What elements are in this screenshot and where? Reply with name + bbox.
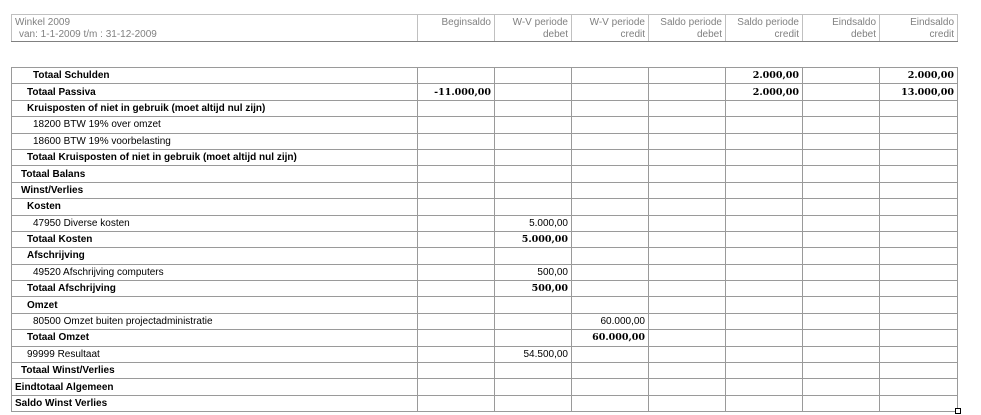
amount-cell bbox=[649, 297, 726, 313]
table-row bbox=[12, 84, 958, 100]
amount-cell bbox=[572, 363, 649, 379]
amount-cell bbox=[880, 281, 958, 297]
column-header-wv-debet: W-V periode debet bbox=[495, 15, 572, 42]
amount-cell bbox=[803, 117, 880, 133]
amount-cell bbox=[803, 346, 880, 362]
amount-cell bbox=[726, 117, 803, 133]
amount-cell bbox=[418, 363, 495, 379]
amount-cell bbox=[495, 182, 572, 198]
amount-cell bbox=[495, 166, 572, 182]
amount-cell bbox=[803, 182, 880, 198]
amount-cell bbox=[495, 84, 572, 100]
amount-cell bbox=[803, 297, 880, 313]
table-row bbox=[12, 215, 958, 231]
table-row bbox=[12, 133, 958, 149]
amount-cell bbox=[649, 117, 726, 133]
amount-cell bbox=[418, 182, 495, 198]
amount-cell bbox=[649, 166, 726, 182]
table-row bbox=[12, 281, 958, 297]
amount-cell bbox=[572, 133, 649, 149]
amount-cell bbox=[649, 68, 726, 84]
amount-cell bbox=[803, 264, 880, 280]
account-label: Omzet bbox=[12, 297, 418, 313]
account-label: Kruisposten of niet in gebruik (moet altijd nul zijn) bbox=[12, 100, 418, 116]
amount-cell: 60.000,00 bbox=[572, 330, 649, 346]
report-header-row bbox=[12, 15, 958, 42]
column-header-wv-credit: W-V periode credit bbox=[572, 15, 649, 42]
account-label: Totaal Kosten bbox=[12, 231, 418, 247]
amount-cell bbox=[495, 330, 572, 346]
column-header-eindsaldo-debet: Eindsaldo debet bbox=[803, 15, 880, 42]
amount-cell bbox=[572, 100, 649, 116]
amount-cell bbox=[572, 215, 649, 231]
amount-cell: 5.000,00 bbox=[495, 215, 572, 231]
amount-cell bbox=[418, 231, 495, 247]
amount-cell bbox=[726, 395, 803, 411]
amount-cell bbox=[880, 117, 958, 133]
amount-cell: 500,00 bbox=[495, 281, 572, 297]
amount-cell bbox=[803, 330, 880, 346]
amount-cell bbox=[726, 199, 803, 215]
amount-cell: 2.000,00 bbox=[880, 68, 958, 84]
amount-cell bbox=[726, 363, 803, 379]
amount-cell bbox=[418, 346, 495, 362]
amount-cell bbox=[495, 133, 572, 149]
amount-cell bbox=[880, 100, 958, 116]
amount-cell bbox=[880, 248, 958, 264]
amount-cell bbox=[726, 100, 803, 116]
amount-cell: 2.000,00 bbox=[726, 84, 803, 100]
amount-cell bbox=[495, 248, 572, 264]
account-label: 80500 Omzet buiten projectadministratie bbox=[12, 313, 418, 329]
amount-cell: 54.500,00 bbox=[495, 346, 572, 362]
amount-cell bbox=[572, 281, 649, 297]
table-row bbox=[12, 68, 958, 84]
table-row bbox=[12, 264, 958, 280]
amount-cell bbox=[880, 264, 958, 280]
account-label: Totaal Schulden bbox=[12, 68, 418, 84]
table-row bbox=[12, 166, 958, 182]
report-period: van: 1-1-2009 t/m : 31-12-2009 bbox=[19, 29, 157, 40]
table-row bbox=[12, 363, 958, 379]
amount-cell bbox=[572, 248, 649, 264]
amount-cell bbox=[572, 379, 649, 395]
amount-cell bbox=[803, 379, 880, 395]
amount-cell bbox=[726, 166, 803, 182]
amount-cell bbox=[649, 100, 726, 116]
amount-cell bbox=[418, 215, 495, 231]
amount-cell: 2.000,00 bbox=[726, 68, 803, 84]
amount-cell bbox=[880, 395, 958, 411]
amount-cell bbox=[726, 346, 803, 362]
amount-cell bbox=[649, 231, 726, 247]
amount-cell bbox=[418, 100, 495, 116]
amount-cell bbox=[880, 166, 958, 182]
table-row bbox=[12, 231, 958, 247]
amount-cell bbox=[803, 199, 880, 215]
amount-cell bbox=[572, 199, 649, 215]
amount-cell bbox=[649, 264, 726, 280]
table-row bbox=[12, 297, 958, 313]
amount-cell bbox=[726, 330, 803, 346]
amount-cell bbox=[495, 149, 572, 165]
amount-cell bbox=[572, 346, 649, 362]
table-row bbox=[12, 199, 958, 215]
amount-cell bbox=[726, 182, 803, 198]
amount-cell bbox=[880, 297, 958, 313]
account-label: Saldo Winst Verlies bbox=[12, 395, 418, 411]
amount-cell bbox=[649, 346, 726, 362]
amount-cell bbox=[726, 248, 803, 264]
amount-cell bbox=[880, 346, 958, 362]
page-end-marker bbox=[955, 408, 961, 414]
amount-cell bbox=[803, 166, 880, 182]
amount-cell bbox=[803, 84, 880, 100]
amount-cell bbox=[495, 117, 572, 133]
amount-cell bbox=[803, 215, 880, 231]
amount-cell bbox=[649, 363, 726, 379]
amount-cell bbox=[726, 313, 803, 329]
amount-cell bbox=[418, 281, 495, 297]
amount-cell bbox=[495, 363, 572, 379]
account-label: 18600 BTW 19% voorbelasting bbox=[12, 133, 418, 149]
amount-cell: 500,00 bbox=[495, 264, 572, 280]
amount-cell bbox=[495, 313, 572, 329]
amount-cell: 5.000,00 bbox=[495, 231, 572, 247]
amount-cell bbox=[803, 395, 880, 411]
amount-cell bbox=[726, 149, 803, 165]
column-header-saldo-debet: Saldo periode debet bbox=[649, 15, 726, 42]
table-row bbox=[12, 117, 958, 133]
amount-cell bbox=[803, 149, 880, 165]
amount-cell: 60.000,00 bbox=[572, 313, 649, 329]
account-label: Totaal Balans bbox=[12, 166, 418, 182]
table-row bbox=[12, 149, 958, 165]
amount-cell bbox=[495, 68, 572, 84]
account-label: 18200 BTW 19% over omzet bbox=[12, 117, 418, 133]
amount-cell bbox=[418, 297, 495, 313]
account-label: Totaal Passiva bbox=[12, 84, 418, 100]
amount-cell bbox=[803, 231, 880, 247]
account-label: Eindtotaal Algemeen bbox=[12, 379, 418, 395]
amount-cell bbox=[649, 281, 726, 297]
account-label: Afschrijving bbox=[12, 248, 418, 264]
amount-cell bbox=[880, 133, 958, 149]
amount-cell bbox=[649, 215, 726, 231]
table-row bbox=[12, 100, 958, 116]
table-row bbox=[12, 313, 958, 329]
amount-cell bbox=[649, 330, 726, 346]
trial-balance-table bbox=[11, 14, 958, 412]
amount-cell bbox=[649, 199, 726, 215]
amount-cell bbox=[649, 379, 726, 395]
amount-cell bbox=[418, 379, 495, 395]
amount-cell bbox=[418, 68, 495, 84]
header-spacer bbox=[12, 42, 958, 68]
table-row bbox=[12, 248, 958, 264]
amount-cell bbox=[418, 330, 495, 346]
amount-cell bbox=[649, 182, 726, 198]
account-label: 99999 Resultaat bbox=[12, 346, 418, 362]
amount-cell bbox=[880, 313, 958, 329]
amount-cell bbox=[803, 363, 880, 379]
amount-cell bbox=[880, 199, 958, 215]
amount-cell bbox=[880, 330, 958, 346]
account-label: Kosten bbox=[12, 199, 418, 215]
amount-cell bbox=[418, 313, 495, 329]
amount-cell bbox=[572, 231, 649, 247]
amount-cell bbox=[495, 395, 572, 411]
amount-cell bbox=[803, 281, 880, 297]
table-row bbox=[12, 330, 958, 346]
amount-cell bbox=[726, 281, 803, 297]
account-label: Totaal Omzet bbox=[12, 330, 418, 346]
amount-cell bbox=[418, 248, 495, 264]
amount-cell bbox=[418, 199, 495, 215]
amount-cell: -11.000,00 bbox=[418, 84, 495, 100]
amount-cell bbox=[649, 84, 726, 100]
table-row bbox=[12, 182, 958, 198]
table-row bbox=[12, 395, 958, 411]
amount-cell bbox=[572, 149, 649, 165]
amount-cell bbox=[418, 264, 495, 280]
column-header-beginsaldo: Beginsaldo bbox=[418, 15, 495, 42]
account-label: Totaal Winst/Verlies bbox=[12, 363, 418, 379]
account-label: Winst/Verlies bbox=[12, 182, 418, 198]
table-row bbox=[12, 379, 958, 395]
amount-cell bbox=[649, 133, 726, 149]
amount-cell bbox=[880, 231, 958, 247]
amount-cell bbox=[572, 166, 649, 182]
amount-cell bbox=[803, 313, 880, 329]
amount-cell bbox=[572, 264, 649, 280]
amount-cell bbox=[803, 100, 880, 116]
account-label: 49520 Afschrijving computers bbox=[12, 264, 418, 280]
amount-cell bbox=[495, 199, 572, 215]
amount-cell bbox=[649, 313, 726, 329]
amount-cell bbox=[880, 363, 958, 379]
amount-cell bbox=[572, 68, 649, 84]
amount-cell bbox=[726, 215, 803, 231]
amount-cell bbox=[418, 149, 495, 165]
amount-cell bbox=[418, 166, 495, 182]
amount-cell bbox=[572, 297, 649, 313]
amount-cell bbox=[495, 297, 572, 313]
amount-cell bbox=[880, 182, 958, 198]
account-label: 47950 Diverse kosten bbox=[12, 215, 418, 231]
amount-cell bbox=[726, 297, 803, 313]
amount-cell bbox=[495, 100, 572, 116]
report-sheet bbox=[11, 14, 957, 412]
amount-cell bbox=[649, 248, 726, 264]
report-title-cell bbox=[12, 15, 418, 42]
amount-cell bbox=[495, 379, 572, 395]
table-row bbox=[12, 346, 958, 362]
amount-cell bbox=[572, 117, 649, 133]
column-header-saldo-credit: Saldo periode credit bbox=[726, 15, 803, 42]
amount-cell bbox=[418, 117, 495, 133]
amount-cell bbox=[880, 379, 958, 395]
amount-cell bbox=[572, 395, 649, 411]
amount-cell bbox=[649, 149, 726, 165]
amount-cell bbox=[726, 231, 803, 247]
amount-cell bbox=[418, 133, 495, 149]
amount-cell bbox=[726, 264, 803, 280]
amount-cell bbox=[880, 215, 958, 231]
amount-cell bbox=[803, 248, 880, 264]
amount-cell bbox=[726, 379, 803, 395]
amount-cell bbox=[649, 395, 726, 411]
account-label: Totaal Afschrijving bbox=[12, 281, 418, 297]
amount-cell bbox=[572, 84, 649, 100]
amount-cell bbox=[880, 149, 958, 165]
account-label: Totaal Kruisposten of niet in gebruik (moet altijd nul zijn) bbox=[12, 149, 418, 165]
amount-cell: 13.000,00 bbox=[880, 84, 958, 100]
amount-cell bbox=[726, 133, 803, 149]
amount-cell bbox=[803, 133, 880, 149]
amount-cell bbox=[803, 68, 880, 84]
amount-cell bbox=[572, 182, 649, 198]
amount-cell bbox=[418, 395, 495, 411]
company-name: Winkel 2009 bbox=[15, 17, 71, 28]
column-header-eindsaldo-credit: Eindsaldo credit bbox=[880, 15, 958, 42]
